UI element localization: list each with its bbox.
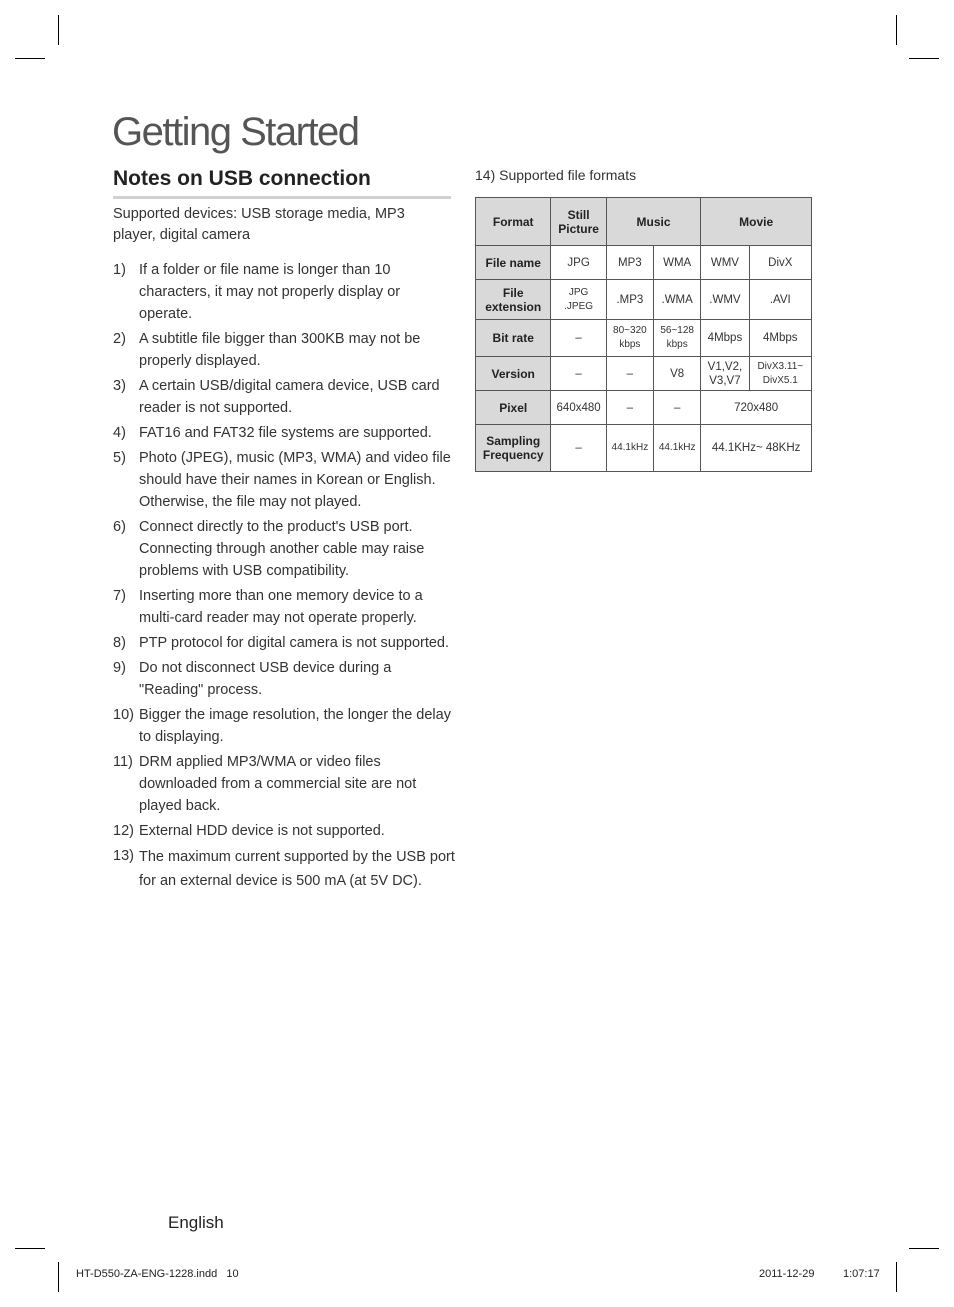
table-cell: – <box>551 320 606 357</box>
table-cell: 4Mbps <box>749 320 811 357</box>
table-cell: WMV <box>701 246 749 280</box>
table-cell: .WMA <box>654 280 701 320</box>
table-cell: .WMV <box>701 280 749 320</box>
slug-date: 2011-12-29 <box>759 1268 815 1280</box>
table-cell: 44.1kHz <box>606 425 653 472</box>
table-cell: 56~128 kbps <box>654 320 701 357</box>
list-item <box>113 820 455 842</box>
crop-mark <box>896 15 897 45</box>
table-cell: .AVI <box>749 280 811 320</box>
list-item-text: Do not disconnect USB device during a "Reading" process. <box>139 660 392 698</box>
table-cell: MP3 <box>606 246 653 280</box>
header-movie: Movie <box>701 198 812 246</box>
list-item <box>113 657 455 701</box>
list-item-number: 12) <box>113 823 134 839</box>
row-label: Sampling Frequency <box>476 425 551 472</box>
table-cell: 640x480 <box>551 391 606 425</box>
table-cell: 720x480 <box>701 391 812 425</box>
table-cell: .MP3 <box>606 280 653 320</box>
table-header-row <box>476 198 812 246</box>
table-cell: 80~320 kbps <box>606 320 653 357</box>
section-heading: Notes on USB connection <box>113 166 451 199</box>
list-item-text: A subtitle file bigger than 300KB may not be properly displayed. <box>139 331 421 369</box>
table-row <box>476 320 812 357</box>
crop-mark <box>15 58 45 59</box>
list-item-number: 11) <box>113 754 133 770</box>
list-item-number: 6) <box>113 519 126 535</box>
list-item-number: 7) <box>113 588 126 604</box>
crop-mark <box>909 58 939 59</box>
list-item-number: 8) <box>113 635 126 651</box>
list-item-text: External HDD device is not supported. <box>139 823 385 839</box>
crop-mark <box>58 1262 59 1292</box>
list-item-text: Inserting more than one memory device to a multi-card reader may not operate properly. <box>139 588 423 626</box>
list-item <box>113 328 455 372</box>
table-caption: 14) Supported file formats <box>475 167 637 183</box>
list-item-text: A certain USB/digital camera device, USB card reader is not supported. <box>139 378 440 416</box>
row-label: Pixel <box>476 391 551 425</box>
table-cell: – <box>606 391 653 425</box>
header-format: Format <box>476 198 551 246</box>
crop-mark <box>15 1248 45 1249</box>
row-label: File extension <box>476 280 551 320</box>
list-item-text: Photo (JPEG), music (MP3, WMA) and video file should have their names in Korean or English. Otherwise, the file may not played. <box>139 450 451 510</box>
list-item-number: 9) <box>113 660 126 676</box>
list-item <box>113 704 455 748</box>
slug-time: 1:07:17 <box>843 1268 880 1280</box>
page-title: Getting Started <box>112 110 359 154</box>
table-row <box>476 246 812 280</box>
row-label: Version <box>476 357 551 391</box>
table-cell: WMA <box>654 246 701 280</box>
list-item <box>113 845 455 893</box>
list-item-number: 4) <box>113 425 126 441</box>
slug-filename: HT-D550-ZA-ENG-1228.indd 10 <box>76 1268 239 1280</box>
list-item <box>113 585 455 629</box>
list-item <box>113 422 455 444</box>
table-cell: 44.1kHz <box>654 425 701 472</box>
list-item-text: The maximum current supported by the USB port for an external device is 500 mA (at 5V DC). <box>139 849 455 889</box>
crop-mark <box>58 15 59 45</box>
list-item <box>113 751 455 817</box>
usb-notes-list <box>113 259 455 896</box>
table-row <box>476 391 812 425</box>
list-item-number: 1) <box>113 262 126 278</box>
list-item-text: Bigger the image resolution, the longer the delay to displaying. <box>139 707 451 745</box>
list-item-number: 5) <box>113 450 126 466</box>
list-item <box>113 632 455 654</box>
header-music: Music <box>606 198 701 246</box>
list-item-text: DRM applied MP3/WMA or video files downloaded from a commercial site are not played back. <box>139 754 417 814</box>
list-item-number: 10) <box>113 707 134 723</box>
list-item <box>113 447 455 513</box>
intro-text: Supported devices: USB storage media, MP3 player, digital camera <box>113 206 405 243</box>
crop-mark <box>896 1262 897 1292</box>
table-cell: – <box>606 357 653 391</box>
row-label: File name <box>476 246 551 280</box>
table-cell: – <box>654 391 701 425</box>
list-item-text: If a folder or file name is longer than 10 characters, it may not properly display or operate. <box>139 262 401 322</box>
list-item-number: 13) <box>113 848 134 864</box>
table-cell: 44.1KHz~ 48KHz <box>701 425 812 472</box>
table-cell: DivX3.11~ DivX5.1 <box>749 357 811 391</box>
crop-mark <box>909 1248 939 1249</box>
table-cell: 4Mbps <box>701 320 749 357</box>
table-row <box>476 357 812 391</box>
list-item <box>113 516 455 582</box>
table-cell: – <box>551 425 606 472</box>
list-item-number: 2) <box>113 331 126 347</box>
table-cell: V8 <box>654 357 701 391</box>
table-cell: JPG <box>551 246 606 280</box>
table-cell: JPG .JPEG <box>551 280 606 320</box>
list-item-number: 3) <box>113 378 126 394</box>
list-item-text: Connect directly to the product's USB port. Connecting through another cable may raise problems with USB compatibility. <box>139 519 425 579</box>
list-item-text: FAT16 and FAT32 file systems are supported. <box>139 425 432 441</box>
list-item-text: PTP protocol for digital camera is not supported. <box>139 635 450 651</box>
table-cell: V1,V2, V3,V7 <box>701 357 749 391</box>
supported-formats-table <box>475 197 812 472</box>
table-cell: – <box>551 357 606 391</box>
header-still-picture: Still Picture <box>551 198 606 246</box>
table-row <box>476 280 812 320</box>
table-cell: DivX <box>749 246 811 280</box>
list-item <box>113 259 455 325</box>
table-row <box>476 425 812 472</box>
footer-language: English <box>168 1213 224 1232</box>
row-label: Bit rate <box>476 320 551 357</box>
list-item <box>113 375 455 419</box>
